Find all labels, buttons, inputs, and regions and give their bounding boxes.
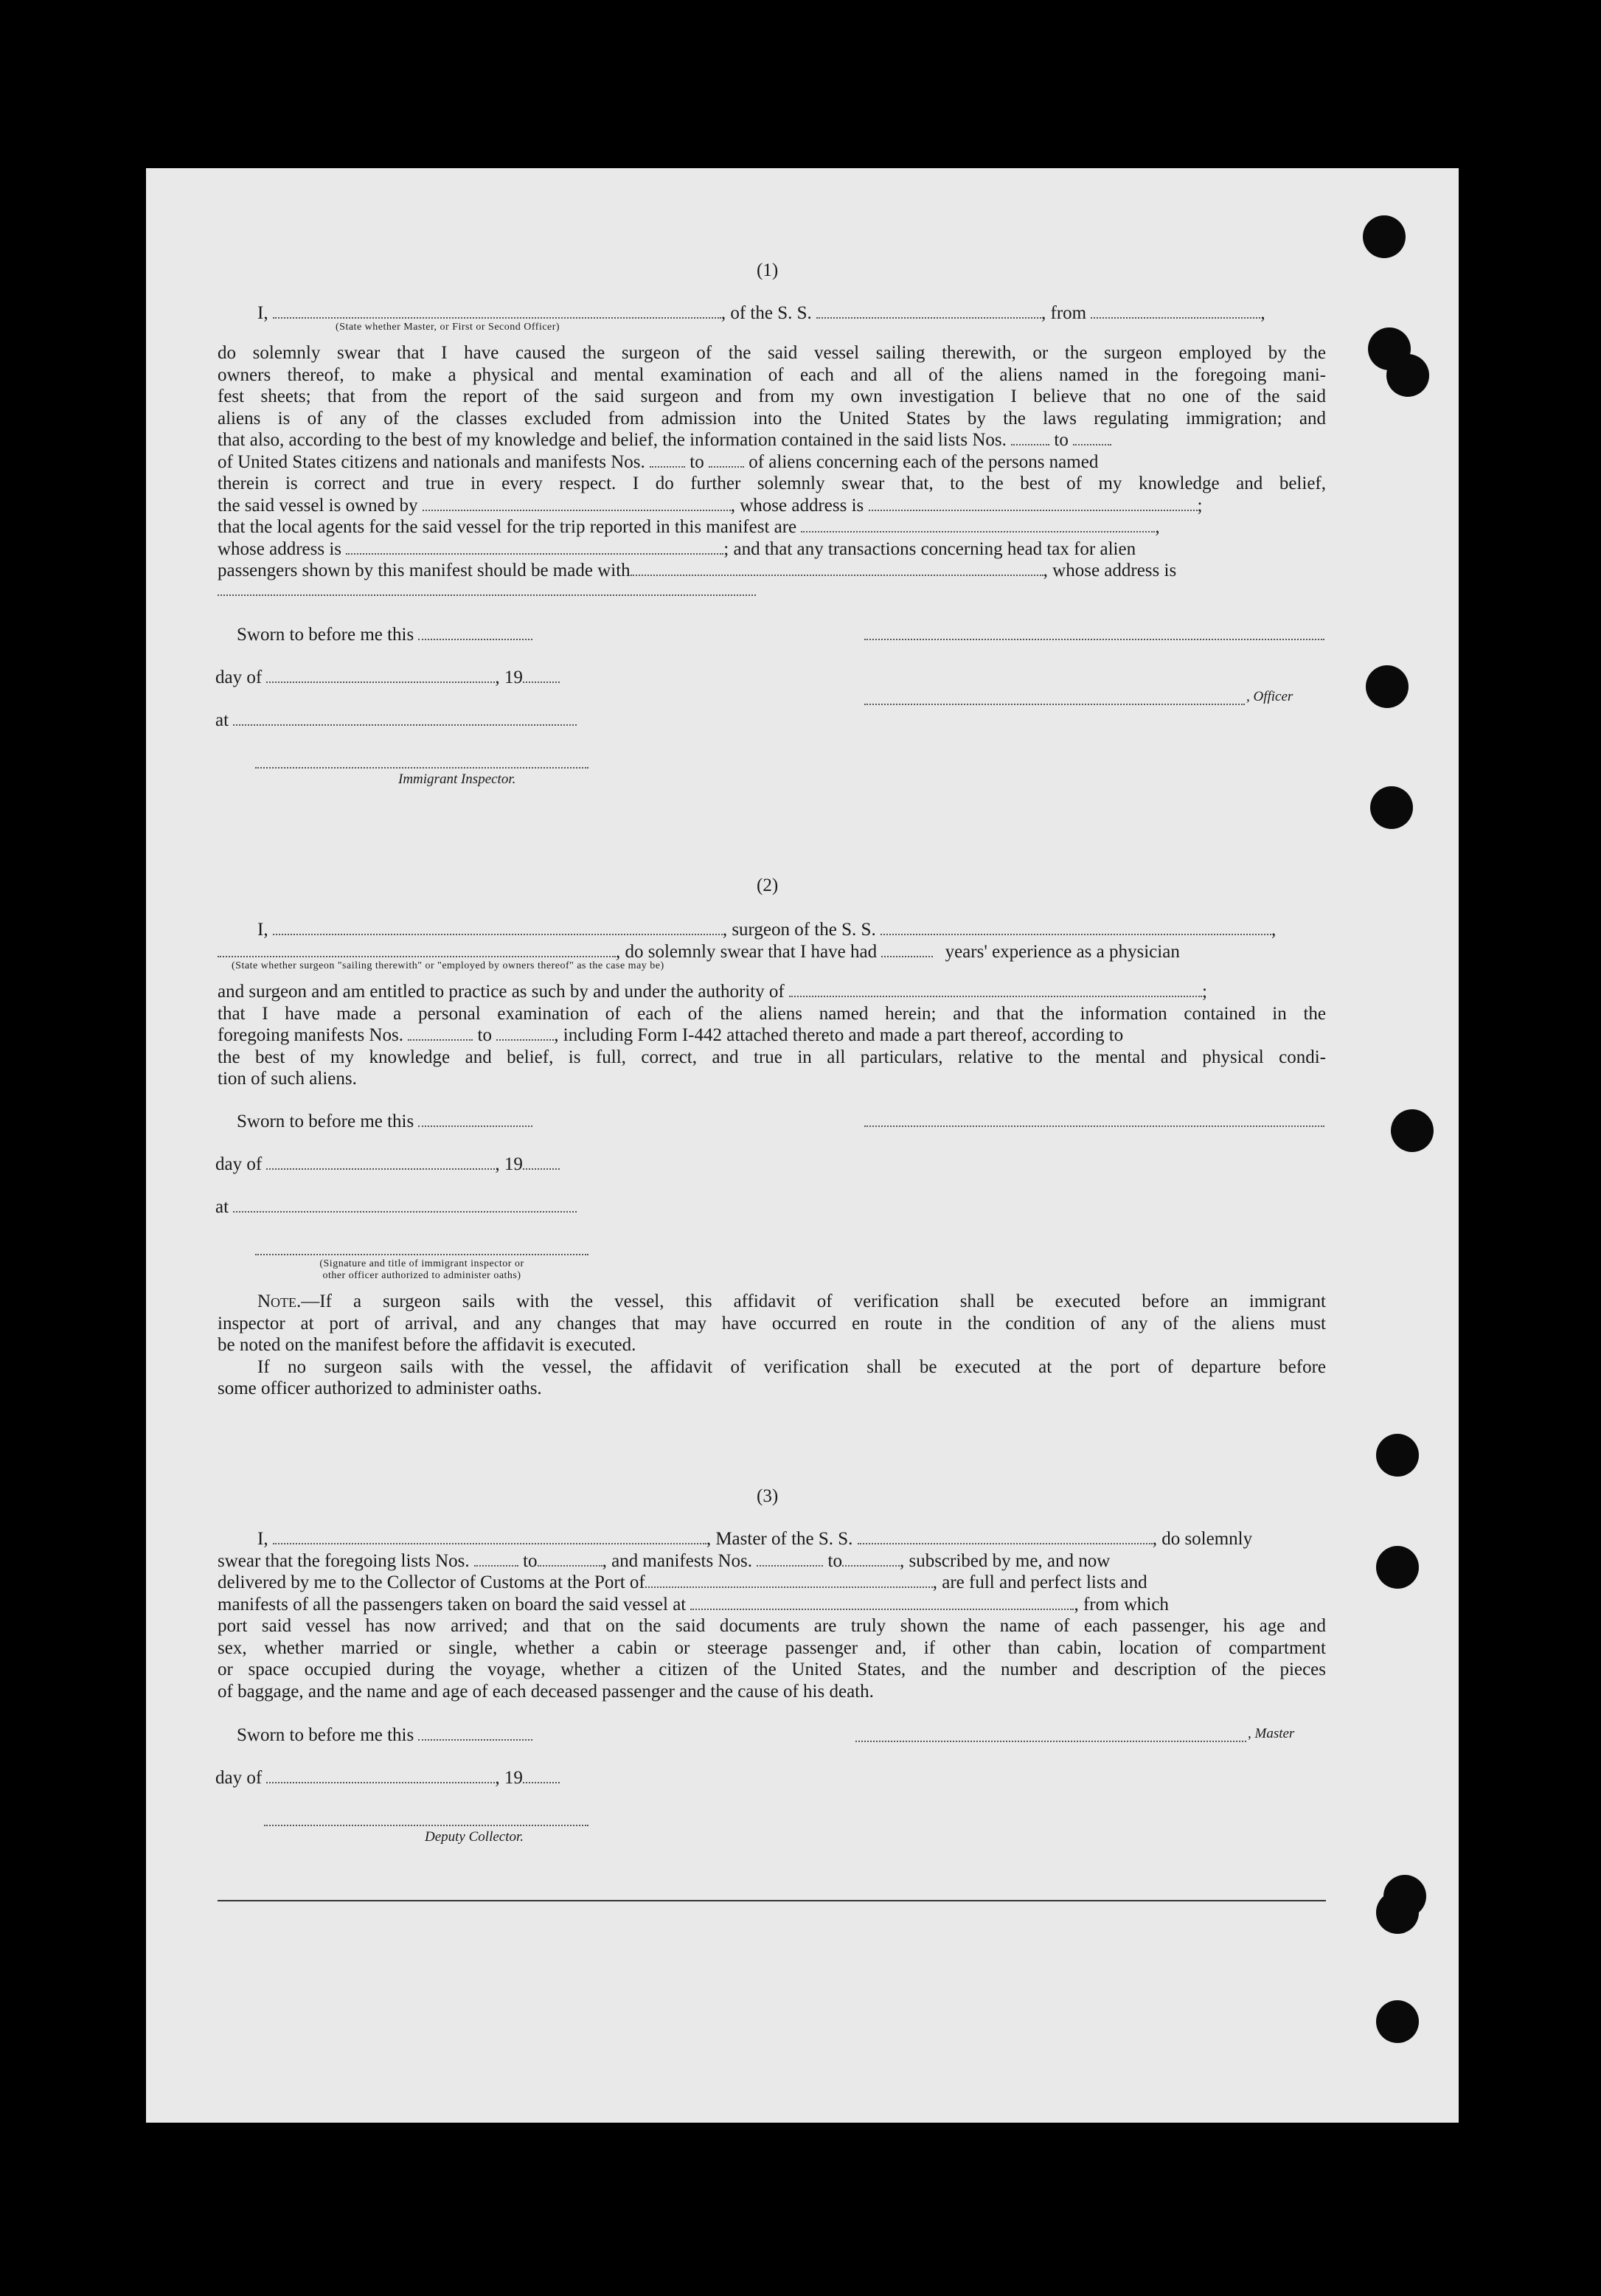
body-line: tion of such aliens. <box>218 1069 357 1089</box>
body-line <box>218 1572 1326 1594</box>
punch-hole <box>1386 354 1429 397</box>
manifests-from-field[interactable] <box>650 456 685 468</box>
body-line <box>218 495 1326 517</box>
sworn-line <box>237 1724 532 1746</box>
text: years' experience as a physician <box>945 942 1180 962</box>
surgeon-signature-field[interactable] <box>864 1126 1324 1127</box>
oath-line <box>257 302 1326 324</box>
text: day of <box>215 1768 263 1788</box>
head-tax-agent-field[interactable] <box>631 564 1043 576</box>
lists-to-field[interactable] <box>1073 434 1111 445</box>
text: , including Form I-442 attached thereto and made a part thereof, according to <box>554 1025 1124 1045</box>
inspector-signature-field[interactable] <box>255 767 588 769</box>
text: ; <box>1202 982 1207 1002</box>
section-number: (1) <box>757 260 779 280</box>
note-line <box>218 1291 1326 1313</box>
text: to <box>827 1550 842 1571</box>
text: ; and that any transactions concerning head tax for alien <box>723 538 1136 559</box>
note-line: some officer authorized to administer oaths. <box>218 1378 542 1398</box>
sworn-line <box>237 1111 532 1132</box>
embarkation-port-field[interactable] <box>690 1598 1074 1610</box>
text: , and manifests Nos. <box>602 1550 753 1571</box>
master-label: , Master <box>1248 1726 1295 1741</box>
text: , 19 <box>495 1768 523 1788</box>
text: delivered by me to the Collector of Customs at the Port of <box>218 1572 645 1592</box>
body-line <box>218 451 1326 474</box>
text: , <box>1271 920 1277 940</box>
body-line <box>218 538 1326 561</box>
text: day of <box>215 1154 263 1174</box>
day-line <box>215 1767 560 1789</box>
caption-line: (Signature and title of immigrant inspector or <box>319 1258 524 1269</box>
text: the said vessel is owned by <box>218 495 418 516</box>
punch-hole <box>1366 665 1409 708</box>
officer-label: , Officer <box>1246 689 1293 704</box>
body-line: fest sheets; that from the report of the said surgeon and from my own investigation I believe that no one of the said <box>218 386 1326 406</box>
text: that also, according to the best of my knowledge and belief, the information contained in the said lists Nos. <box>218 430 1007 450</box>
oath-body <box>218 1528 1326 1702</box>
field-caption: (State whether surgeon "sailing therewith" or "employed by owners thereof" as the case may be) <box>232 960 664 971</box>
year-field[interactable] <box>523 671 560 683</box>
agents-address-field[interactable] <box>346 543 723 555</box>
text: , surgeon of the S. S. <box>722 920 876 940</box>
manifests-from-field[interactable] <box>757 1555 823 1567</box>
lists-from-field[interactable] <box>474 1555 518 1567</box>
vessel-name-field[interactable] <box>881 923 1271 935</box>
body-line: of baggage, and the name and age of each deceased passenger and the cause of his death. <box>218 1681 874 1702</box>
day-line <box>215 667 560 688</box>
text: , do solemnly swear that I have had <box>616 942 878 962</box>
vessel-name-field[interactable] <box>816 307 1041 319</box>
bottom-rule <box>218 1900 1326 1901</box>
text: day of <box>215 667 263 687</box>
years-field[interactable] <box>881 946 933 957</box>
manifests-to-field[interactable] <box>842 1555 900 1567</box>
text: manifests of all the passengers taken on board the said vessel at <box>218 1594 687 1615</box>
text: whose address is <box>218 538 342 559</box>
at-line <box>215 1196 577 1218</box>
text: of aliens concerning each of the persons named <box>749 451 1099 472</box>
body-line: do solemnly swear that I have caused the surgeon of the said vessel sailing therewith, or the surgeon employed by the <box>218 343 1326 363</box>
text: I, <box>257 303 268 323</box>
punch-hole <box>1376 2000 1419 2043</box>
text: , are full and perfect lists and <box>932 1572 1147 1592</box>
text: I, <box>257 920 268 940</box>
oath-line <box>218 941 1180 963</box>
text: , of the S. S. <box>720 303 812 323</box>
note <box>218 1291 1326 1400</box>
departure-port-field[interactable] <box>1091 307 1260 319</box>
agents-field[interactable] <box>801 521 1155 533</box>
text: swear that the foregoing lists Nos. <box>218 1550 470 1571</box>
sworn-line <box>237 624 532 645</box>
officer-name-field[interactable] <box>273 307 721 319</box>
body-line <box>218 1550 1326 1572</box>
text: at <box>215 1197 229 1217</box>
body-line <box>218 1594 1326 1616</box>
text: , whose address is <box>1043 561 1177 580</box>
vessel-name-field[interactable] <box>858 1533 1153 1544</box>
body-line <box>218 981 1326 1003</box>
text: and surgeon and am entitled to practice as such by and under the authority of <box>218 982 785 1002</box>
authority-field[interactable] <box>789 985 1202 997</box>
text: , from which <box>1074 1594 1169 1615</box>
text: that the local agents for the said vessel for the trip reported in this manifest are <box>218 517 797 537</box>
section-number: (3) <box>757 1486 779 1506</box>
manifests-from-field[interactable] <box>408 1029 473 1041</box>
text: , <box>1155 517 1160 537</box>
text: Sworn to before me this <box>237 1111 414 1131</box>
text: to <box>690 451 704 472</box>
place-field[interactable] <box>233 714 577 726</box>
text: passengers shown by this manifest should be made with <box>218 561 631 580</box>
text: Sworn to before me this <box>237 625 414 645</box>
inspector-label: Immigrant Inspector. <box>398 771 516 787</box>
text: I, <box>257 1529 268 1549</box>
oath-body <box>218 981 1326 1090</box>
surgeon-type-field[interactable] <box>218 946 616 957</box>
note-line: be noted on the manifest before the affidavit is executed. <box>218 1335 636 1355</box>
collector-signature-field[interactable] <box>264 1825 588 1826</box>
text: at <box>215 710 229 730</box>
lists-to-field[interactable] <box>538 1555 602 1567</box>
lists-from-field[interactable] <box>1011 434 1049 445</box>
text: , do solemnly <box>1152 1529 1253 1549</box>
officer-signature-field[interactable] <box>864 704 1245 705</box>
punch-hole <box>1376 1891 1419 1934</box>
owner-field[interactable] <box>423 499 731 511</box>
note-line: inspector at port of arrival, and any changes that may have occurred en route in the condition of any of the aliens must <box>218 1313 1326 1333</box>
address-field[interactable] <box>218 594 756 596</box>
punch-hole <box>1376 1546 1419 1589</box>
note-line: If no surgeon sails with the vessel, the affidavit of verification shall be executed at the port of departure before <box>257 1356 1326 1377</box>
body-line: aliens is of any of the classes excluded from admission into the United States by the laws regulating immigration; and <box>218 408 1326 429</box>
master-signature-field[interactable] <box>855 1741 1246 1742</box>
body-line: the best of my knowledge and belief, is full, correct, and true in all particulars, relative to the mental and physical condi- <box>218 1047 1326 1067</box>
body-line <box>218 1024 1326 1047</box>
body-line: owners thereof, to make a physical and mental examination of each and all of the aliens named in the foregoing mani- <box>218 364 1326 385</box>
punch-hole <box>1370 786 1413 829</box>
text: , <box>1260 303 1265 323</box>
body-line <box>218 429 1326 451</box>
text: of United States citizens and nationals and manifests Nos. <box>218 451 645 472</box>
caption-line: other officer authorized to administer oaths) <box>322 1270 521 1281</box>
sworn-date-field[interactable] <box>418 628 532 640</box>
month-field[interactable] <box>266 1772 495 1783</box>
place-field[interactable] <box>233 1201 577 1213</box>
port-field[interactable] <box>645 1576 933 1588</box>
at-line <box>215 710 577 731</box>
body-line <box>218 560 1326 582</box>
body-line <box>218 1528 1326 1550</box>
section-number: (2) <box>757 875 779 895</box>
oath-line <box>257 919 1276 940</box>
text: Sworn to before me this <box>237 1725 414 1745</box>
text: , subscribed by me, and now <box>899 1550 1111 1571</box>
manifests-to-field[interactable] <box>496 1029 554 1041</box>
text: , from <box>1041 303 1087 323</box>
text: , Master of the S. S. <box>706 1529 853 1549</box>
text: to <box>477 1025 492 1045</box>
punch-hole <box>1391 1109 1434 1152</box>
collector-label: Deputy Collector. <box>425 1829 524 1845</box>
text: , whose address is <box>730 495 864 516</box>
manifests-to-field[interactable] <box>709 456 744 468</box>
signature-caption <box>255 1258 588 1282</box>
sworn-date-field[interactable] <box>418 1729 532 1741</box>
surgeon-name-field[interactable] <box>273 923 723 935</box>
owner-address-field[interactable] <box>869 499 1198 511</box>
text: ; <box>1197 495 1203 516</box>
text: to <box>1054 430 1069 450</box>
year-field[interactable] <box>523 1772 560 1783</box>
signature-field[interactable] <box>864 639 1324 640</box>
body-line: that I have made a personal examination of each of the aliens named herein; and that the information contained in the <box>218 1003 1326 1024</box>
body-line: sex, whether married or single, whether a cabin or steerage passenger and, if other than cabin, location of compartment <box>218 1637 1326 1658</box>
punch-hole <box>1363 215 1406 258</box>
month-field[interactable] <box>266 671 495 683</box>
text: , 19 <box>495 667 523 687</box>
month-field[interactable] <box>266 1158 495 1170</box>
inspector-signature-field[interactable] <box>255 1254 588 1255</box>
text: , 19 <box>495 1154 523 1174</box>
oath-body <box>218 342 1326 582</box>
year-field[interactable] <box>523 1158 560 1170</box>
body-line: therein is correct and true in every respect. I do further solemnly swear that, to the best of my knowledge and belief, <box>218 474 1326 493</box>
text: foregoing manifests Nos. <box>218 1025 404 1045</box>
sworn-date-field[interactable] <box>418 1115 532 1127</box>
punch-hole <box>1376 1434 1419 1477</box>
text: to <box>523 1550 538 1571</box>
body-line: or space occupied during the voyage, whether a citizen of the United States, and the number and description of the pieces <box>218 1659 1326 1679</box>
field-caption: (State whether Master, or First or Second Officer) <box>336 322 560 333</box>
note-label: Note. <box>257 1291 302 1311</box>
text: —If a surgeon sails with the vessel, this affidavit of verification shall be executed before an immigrant <box>301 1291 1326 1311</box>
body-line: port said vessel has now arrived; and that on the said documents are truly shown the name of each passenger, his age and <box>218 1616 1326 1636</box>
body-line <box>218 516 1326 538</box>
master-name-field[interactable] <box>273 1533 706 1544</box>
day-line <box>215 1154 560 1175</box>
